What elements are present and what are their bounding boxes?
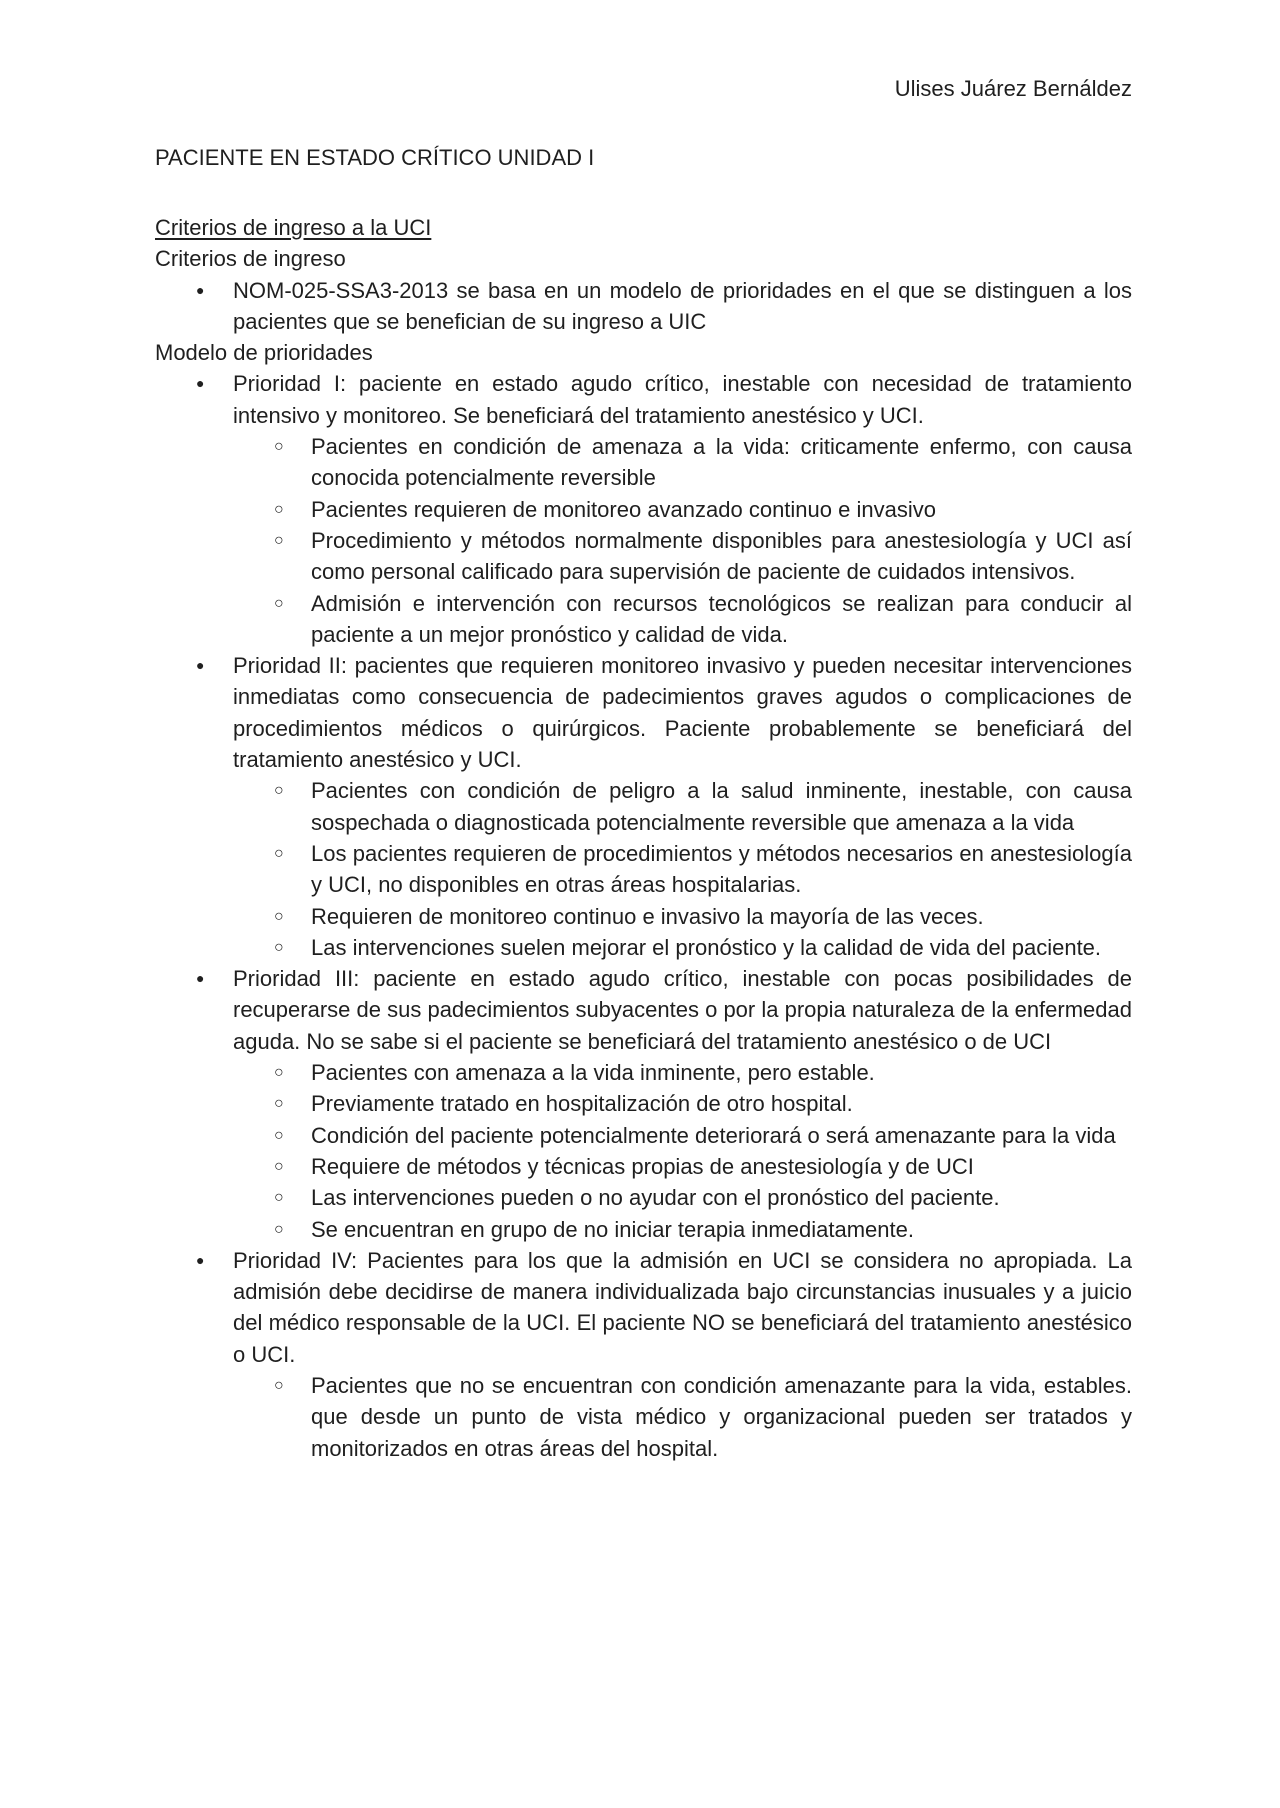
bullet-filled-icon: ●: [196, 1251, 205, 1268]
subitem-text: Procedimiento y métodos normalmente disponibles para anestesiología y UCI así como personal calificado para supervisión de paciente de cuidados intensivos.: [311, 527, 1132, 585]
subitem: [155, 1120, 1132, 1151]
priority-item: [155, 650, 1132, 963]
priority-item: [155, 963, 1132, 1245]
priority-text: Prioridad II: pacientes que requieren monitoreo invasivo y pueden necesitar intervenciones inmediatas como consecuencia de padecimientos graves agudos o complicaciones de procedimientos médicos o quirúrgicos. Paciente probablemente se beneficiará del tratamiento anestésico y UCI.: [233, 653, 1132, 773]
bullet-hollow-icon: ○: [274, 782, 284, 800]
bullet-hollow-icon: ○: [274, 500, 284, 518]
bullet-hollow-icon: ○: [274, 1095, 284, 1113]
subitem-text: Las intervenciones suelen mejorar el pronóstico y la calidad de vida del paciente.: [311, 934, 1102, 960]
subitem-text: Se encuentran en grupo de no iniciar terapia inmediatamente.: [311, 1216, 914, 1242]
subitem: [155, 1182, 1132, 1213]
criterios-label: Criterios de ingreso: [155, 246, 346, 272]
subitem-text: Los pacientes requieren de procedimientos y métodos necesarios en anestesiología y UCI, no disponibles en otras áreas hospitalarias.: [311, 840, 1132, 898]
prioridades-list: [155, 368, 1132, 1463]
priority-subitems: [155, 1370, 1132, 1464]
modelo-label: Modelo de prioridades: [155, 340, 373, 366]
subitem: [155, 838, 1132, 901]
subitem-text: Admisión e intervención con recursos tecnológicos se realizan para conducir al paciente a un mejor pronóstico y calidad de vida.: [311, 590, 1132, 647]
priority-item: [155, 368, 1132, 650]
bullet-hollow-icon: ○: [274, 438, 284, 456]
priority-subitems: [155, 775, 1132, 963]
list-item-text: NOM-025-SSA3-2013 se basa en un modelo de prioridades en el que se distinguen a los pacientes que se benefician de su ingreso a UIC: [233, 277, 1132, 334]
bullet-filled-icon: ●: [196, 281, 205, 298]
subitem: [155, 1151, 1132, 1182]
bullet-hollow-icon: ○: [274, 1220, 284, 1238]
priority-text: Prioridad IV: Pacientes para los que la admisión en UCI se considera no apropiada. La admisión debe decidirse de manera individualizada bajo circunstancias inusuales y a juicio del médico responsable de la UCI. El paciente NO se beneficiará del tratamiento anestésico o UCI.: [233, 1247, 1132, 1367]
priority-subitems: [155, 431, 1132, 650]
subitem: [155, 932, 1132, 963]
subitem: [155, 901, 1132, 932]
subitem-text: Pacientes con amenaza a la vida inminente, pero estable.: [311, 1060, 875, 1086]
bullet-hollow-icon: ○: [274, 594, 284, 612]
bullet-hollow-icon: ○: [274, 531, 284, 549]
author-name: Ulises Juárez Bernáldez: [894, 76, 1132, 101]
bullet-hollow-icon: ○: [274, 844, 284, 862]
subitem-text: Pacientes requieren de monitoreo avanzado continuo e invasivo: [311, 496, 936, 522]
subitem: [155, 588, 1132, 651]
subitem: [155, 775, 1132, 838]
subitem: [155, 1370, 1132, 1464]
document-title: PACIENTE EN ESTADO CRÍTICO UNIDAD I: [155, 145, 595, 170]
bullet-hollow-icon: ○: [274, 1157, 284, 1175]
subitem-text: Pacientes con condición de peligro a la salud inminente, inestable, con causa sospechada o diagnosticada potencialmente reversible que amenaza a la vida: [311, 778, 1132, 835]
subitem: [155, 1057, 1132, 1088]
subitem: [155, 431, 1132, 494]
bullet-hollow-icon: ○: [274, 907, 284, 925]
bullet-hollow-icon: ○: [274, 938, 284, 956]
document-page: [155, 73, 1132, 1464]
bullet-hollow-icon: ○: [274, 1126, 284, 1144]
bullet-hollow-icon: ○: [274, 1064, 284, 1082]
bullet-filled-icon: ●: [196, 375, 205, 392]
subitem-text: Requiere de métodos y técnicas propias de anestesiología y de UCI: [311, 1153, 974, 1179]
subitem-text: Pacientes que no se encuentran con condición amenazante para la vida, estables. que desde un punto de vista médico y organizacional pueden ser tratados y monitorizados en otras áreas del hospital.: [311, 1372, 1132, 1461]
bullet-hollow-icon: ○: [274, 1376, 284, 1394]
list-item: [155, 275, 1132, 338]
bullet-filled-icon: ●: [196, 970, 205, 987]
subitem: [155, 1088, 1132, 1119]
section-heading: Criterios de ingreso a la UCI: [155, 215, 432, 240]
subitem-text: Requieren de monitoreo continuo e invasivo la mayoría de las veces.: [311, 903, 984, 929]
subitem: [155, 1214, 1132, 1245]
priority-subitems: [155, 1057, 1132, 1245]
priority-text: Prioridad III: paciente en estado agudo crítico, inestable con pocas posibilidades de recuperarse de sus padecimientos subyacentes o por la propia naturaleza de la enfermedad aguda. No se sabe si el paciente se beneficiará del tratamiento anestésico o de UCI: [233, 966, 1132, 1054]
subitem: [155, 494, 1132, 525]
priority-text: Prioridad I: paciente en estado agudo crítico, inestable con necesidad de tratamiento intensivo y monitoreo. Se beneficiará del tratamiento anestésico y UCI.: [233, 371, 1132, 428]
criterios-list: [155, 275, 1132, 338]
subitem: [155, 525, 1132, 588]
subitem-text: Pacientes en condición de amenaza a la vida: criticamente enfermo, con causa conocida potencialmente reversible: [311, 434, 1132, 491]
bullet-filled-icon: ●: [196, 657, 205, 674]
subitem-text: Previamente tratado en hospitalización de otro hospital.: [311, 1091, 853, 1117]
subitem-text: Condición del paciente potencialmente deteriorará o será amenazante para la vida: [311, 1122, 1116, 1148]
bullet-hollow-icon: ○: [274, 1189, 284, 1207]
subitem-text: Las intervenciones pueden o no ayudar con el pronóstico del paciente.: [311, 1185, 1000, 1211]
priority-item: [155, 1245, 1132, 1464]
